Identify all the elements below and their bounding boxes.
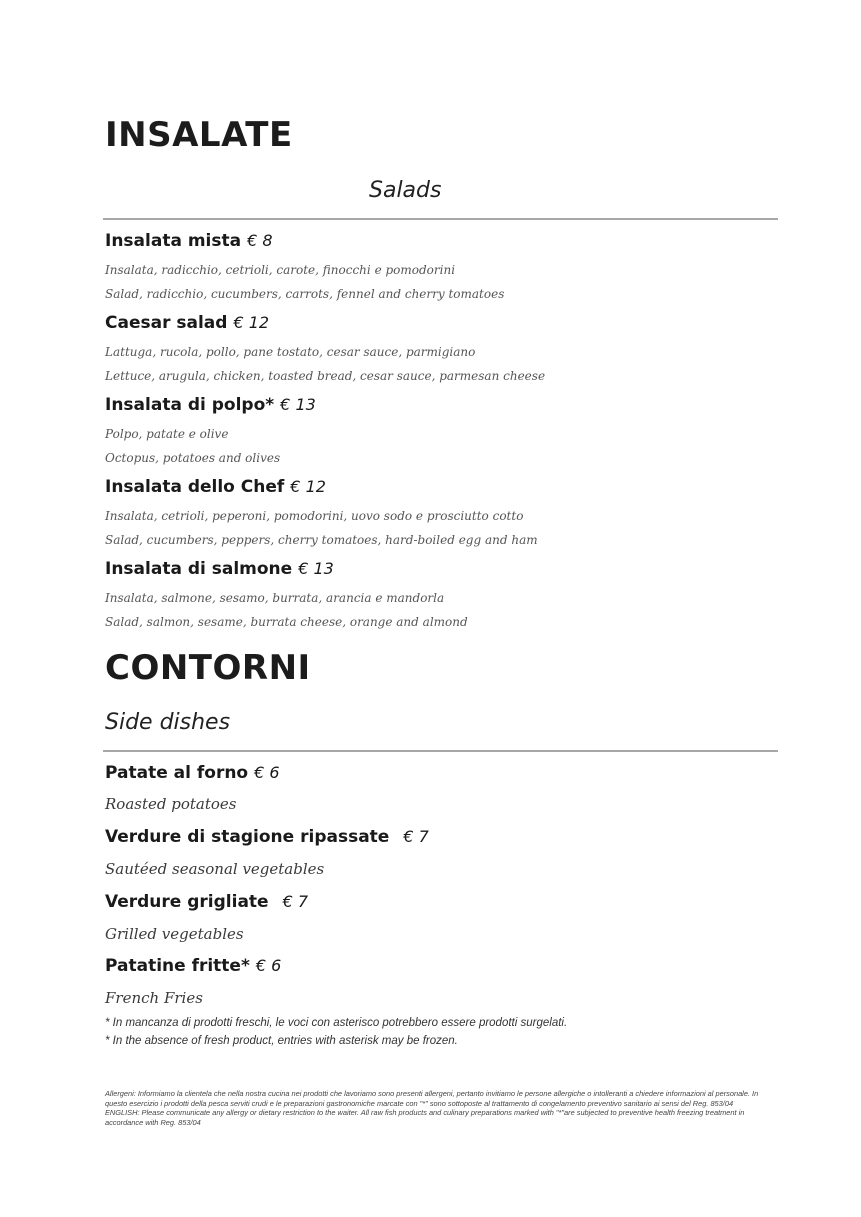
item-name: Insalata dello Chef € 12	[105, 477, 326, 497]
item-name: Insalata di salmone € 13	[105, 559, 334, 579]
section-divider	[103, 750, 778, 752]
item-desc-en: Lettuce, arugula, chicken, toasted bread, cesar sauce, parmesan cheese	[105, 369, 546, 383]
item-price: € 7	[403, 827, 429, 846]
item-name: Verdure grigliate € 7	[105, 892, 309, 912]
item-price: € 12	[290, 477, 326, 496]
section-subtitle-side-dishes: Side dishes	[105, 710, 231, 735]
item-desc-it: Polpo, patate e olive	[105, 427, 229, 441]
section-divider	[103, 218, 778, 220]
section-title-contorni: CONTORNI	[105, 648, 311, 688]
section-subtitle-salads: Salads	[369, 178, 442, 203]
item-name: Patatine fritte* € 6	[105, 956, 282, 976]
item-name: Patate al forno € 6	[105, 763, 280, 783]
item-price: € 6	[255, 956, 282, 975]
item-name: Insalata mista € 8	[105, 231, 273, 251]
item-desc-en: Sautéed seasonal vegetables	[105, 860, 325, 878]
item-desc-en: Roasted potatoes	[105, 795, 237, 813]
item-desc-en: Grilled vegetables	[105, 925, 244, 943]
item-price: € 13	[280, 395, 316, 414]
item-desc-en: Salad, salmon, sesame, burrata cheese, orange and almond	[105, 615, 468, 629]
item-desc-en: French Fries	[105, 989, 203, 1007]
frozen-note-en: * In the absence of fresh product, entries with asterisk may be frozen.	[105, 1035, 458, 1047]
item-desc-it: Insalata, radicchio, cetrioli, carote, finocchi e pomodorini	[105, 263, 456, 277]
item-price: € 13	[298, 559, 334, 578]
item-name: Caesar salad € 12	[105, 313, 270, 333]
item-desc-en: Salad, radicchio, cucumbers, carrots, fennel and cherry tomatoes	[105, 287, 505, 301]
item-price: € 7	[282, 892, 309, 911]
allergen-notice-en: ENGLISH: Please communicate any allergy or dietary restriction to the waiter. All raw fish products and culinary preparations marked with "*"are subjected to preventive health freezing treatment in accordance with Reg. 853/04	[105, 1108, 745, 1127]
item-desc-it: Insalata, salmone, sesamo, burrata, arancia e mandorla	[105, 591, 445, 605]
item-desc-it: Lattuga, rucola, pollo, pane tostato, cesar sauce, parmigiano	[105, 345, 476, 359]
item-name: Insalata di polpo* € 13	[105, 395, 316, 415]
item-name: Verdure di stagione ripassate € 7	[105, 827, 429, 847]
item-desc-en: Octopus, potatoes and olives	[105, 451, 281, 465]
item-desc-it: Insalata, cetrioli, peperoni, pomodorini, uovo sodo e prosciutto cotto	[105, 509, 524, 523]
allergen-notice-it: Allergeni: Informiamo la clientela che nella nostra cucina nei prodotti che lavoriamo sono presenti allergeni, pertanto invitiamo le persone allergiche o intolleranti a chiedere informazioni al personale. In questo esercizio i prodotti della pesca serviti crudi e le preparazioni gastronomiche marcate con "*" sono sottoposte al trattamento di congelamento preventivo sanitario ai sensi del Reg. 853/04	[105, 1089, 759, 1108]
section-title-insalate: INSALATE	[105, 115, 293, 155]
item-price: € 8	[247, 231, 273, 250]
allergen-notice	[105, 1089, 781, 1127]
item-price: € 12	[233, 313, 270, 332]
frozen-note-it: * In mancanza di prodotti freschi, le voci con asterisco potrebbero essere prodotti surgelati.	[105, 1017, 568, 1029]
item-price: € 6	[254, 763, 280, 782]
item-desc-en: Salad, cucumbers, peppers, cherry tomatoes, hard-boiled egg and ham	[105, 533, 538, 547]
